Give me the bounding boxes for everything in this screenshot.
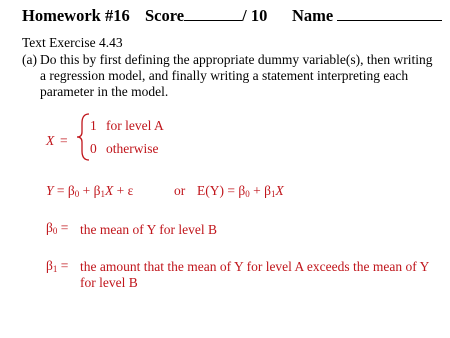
equals-sign: = — [60, 258, 69, 273]
beta-subscript: 1 — [100, 189, 106, 199]
beta-subscript: 0 — [52, 226, 58, 236]
case-2-text: otherwise — [106, 141, 159, 156]
beta1-label — [46, 258, 68, 274]
beta-subscript: 0 — [245, 189, 250, 199]
beta-subscript: 1 — [52, 264, 58, 274]
part-label: (a) — [22, 52, 37, 67]
model-x: X — [275, 183, 284, 198]
name-blank — [337, 6, 442, 21]
beta-subscript: 1 — [270, 189, 276, 199]
score-label: Score — [145, 6, 185, 25]
case-1-text: for level A — [106, 118, 164, 133]
left-brace-icon — [76, 113, 90, 161]
equals-sign: = — [60, 220, 69, 235]
expected-value-model — [197, 183, 284, 199]
dummy-variable: X — [46, 133, 55, 148]
homework-title: Homework #16 — [22, 6, 130, 25]
score-total: / 10 — [242, 6, 268, 25]
beta-subscript: 0 — [74, 189, 80, 199]
model-error-term: + ε — [113, 183, 134, 198]
dummy-equals: = — [60, 133, 68, 148]
beta0-label — [46, 220, 68, 236]
name-label: Name — [292, 6, 334, 25]
beta-symbol: β — [264, 183, 271, 198]
case-1-value: 1 — [90, 118, 97, 133]
score-field — [145, 6, 267, 26]
instruction-text: Do this by first defining the appropriate dummy variable(s), then writing a regression model, and finally writing a statement interpreting each parameter in the model. — [40, 52, 433, 99]
model-y: Y — [46, 183, 54, 198]
beta-symbol: β — [93, 183, 101, 198]
expected-y: E(Y) = — [197, 183, 239, 198]
dummy-definition — [46, 133, 54, 149]
beta-symbol: β — [238, 183, 246, 198]
model-plus: + — [249, 183, 265, 198]
beta-symbol: β — [46, 220, 53, 235]
name-field — [292, 6, 442, 26]
case-2-value: 0 — [90, 141, 97, 156]
beta-symbol: β — [67, 183, 75, 198]
beta0-interpretation: the mean of Y for level B — [80, 222, 217, 237]
regression-model — [46, 183, 133, 199]
beta1-interpretation: the amount that the mean of Y for level A exceeds the mean of Y for level B — [80, 259, 429, 290]
model-eq: = — [53, 183, 68, 198]
beta-symbol: β — [46, 258, 53, 273]
model-or: or — [174, 183, 186, 198]
exercise-label: Text Exercise 4.43 — [22, 35, 123, 50]
score-blank — [184, 6, 242, 21]
model-x: X — [105, 183, 114, 198]
model-plus: + — [79, 183, 94, 198]
